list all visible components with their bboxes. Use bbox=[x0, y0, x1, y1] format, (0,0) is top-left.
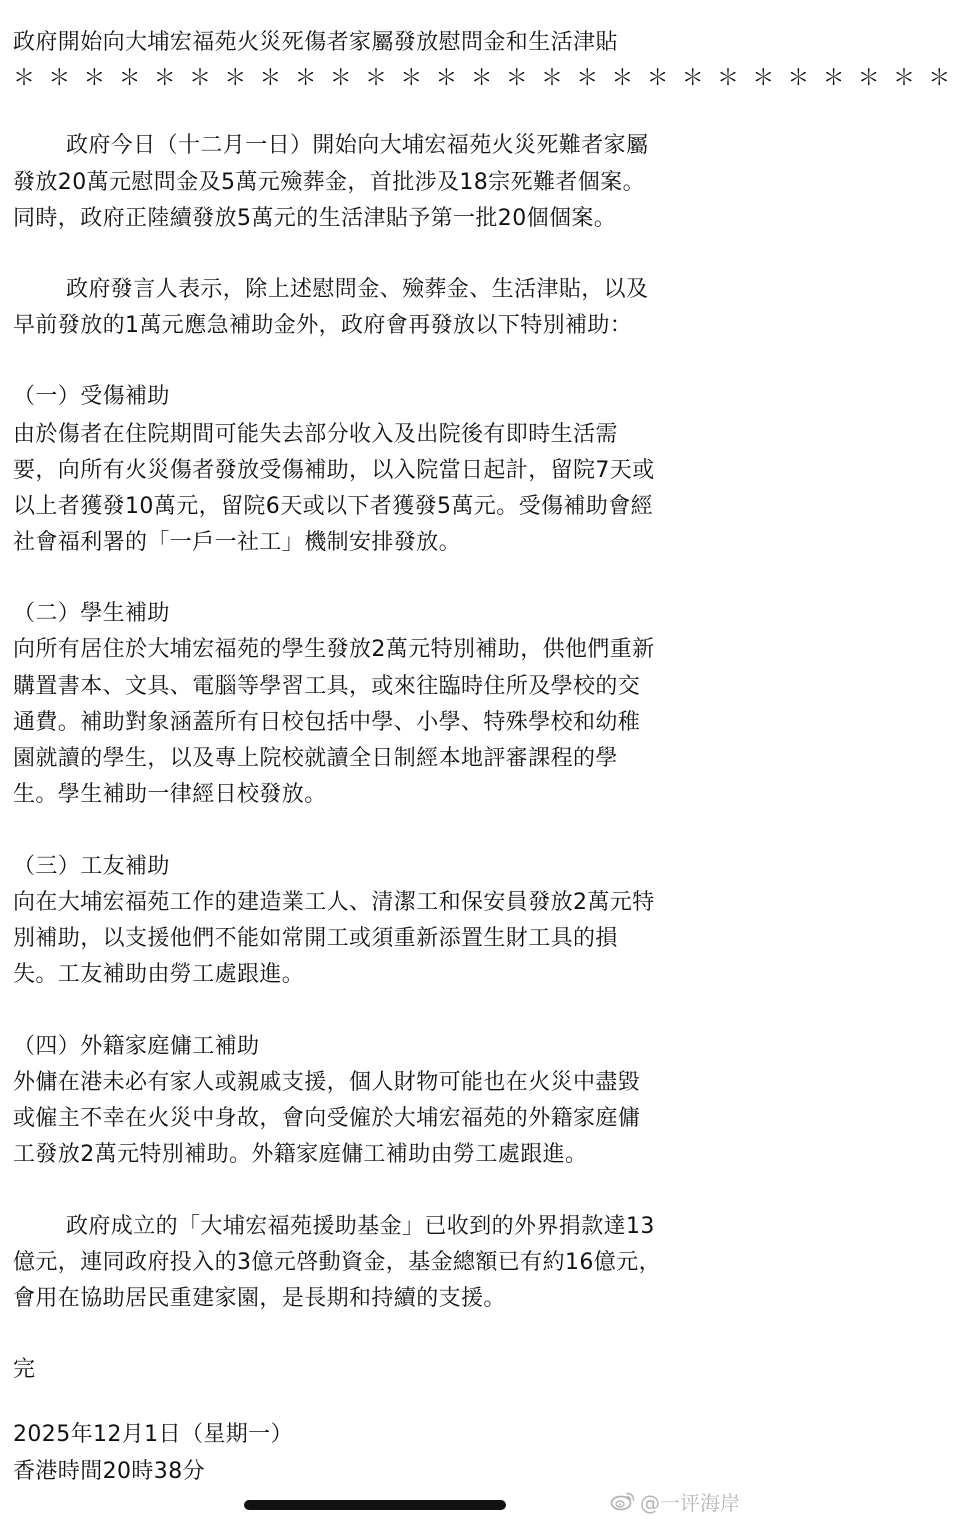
section-line: 社會福利署的「一戶一社工」機制安排發放。 bbox=[13, 530, 462, 555]
release-date: 2025年12月1日（星期一） bbox=[13, 1422, 293, 1447]
section-line: 向所有居住於大埔宏福苑的學生發放2萬元特別補助，供他們重新 bbox=[13, 637, 655, 662]
paragraph-line: 政府今日（十二月一日）開始向大埔宏福苑火災死難者家屬 bbox=[66, 133, 649, 158]
end-mark: 完 bbox=[13, 1357, 36, 1382]
section-line: 工發放2萬元特別補助。外籍家庭傭工補助由勞工處跟進。 bbox=[13, 1142, 588, 1167]
section-line: 失。工友補助由勞工處跟進。 bbox=[13, 962, 305, 987]
section-line: 園就讀的學生，以及專上院校就讀全日制經本地評審課程的學 bbox=[13, 746, 618, 771]
paragraph-line: 會用在協助居民重建家園，是長期和持續的支援。 bbox=[13, 1286, 506, 1311]
section-heading: （二）學生補助 bbox=[13, 601, 170, 626]
section-line: 或僱主不幸在火災中身故，會向受僱於大埔宏福苑的外籍家庭傭 bbox=[13, 1106, 641, 1131]
paragraph-line: 同時，政府正陸續發放5萬元的生活津貼予第一批20個個案。 bbox=[13, 206, 617, 231]
section-heading: （一）受傷補助 bbox=[13, 384, 170, 409]
home-indicator[interactable] bbox=[244, 1500, 506, 1510]
section-heading: （三）工友補助 bbox=[13, 854, 170, 879]
paragraph-line: 早前發放的1萬元應急補助金外，政府會再發放以下特別補助： bbox=[13, 313, 633, 338]
press-release-title: 政府開始向大埔宏福苑火災死傷者家屬發放慰問金和生活津貼 bbox=[13, 30, 618, 55]
section-line: 由於傷者在住院期間可能失去部分收入及出院後有即時生活需 bbox=[13, 422, 618, 447]
section-line: 向在大埔宏福苑工作的建造業工人、清潔工和保安員發放2萬元特 bbox=[13, 890, 655, 915]
section-line: 別補助，以支援他們不能如常開工或須重新添置生財工具的損 bbox=[13, 926, 618, 951]
section-line: 通費。補助對象涵蓋所有日校包括中學、小學、特殊學校和幼稚 bbox=[13, 710, 641, 735]
section-line: 以上者獲發10萬元，留院6天或以下者獲發5萬元。受傷補助會經 bbox=[13, 494, 653, 519]
release-time: 香港時間20時38分 bbox=[13, 1459, 205, 1484]
section-line: 外傭在港未必有家人或親戚支援，個人財物可能也在火災中盡毀 bbox=[13, 1070, 641, 1095]
weibo-logo-icon bbox=[610, 1490, 636, 1512]
section-heading: （四）外籍家庭傭工補助 bbox=[13, 1034, 260, 1059]
paragraph-line: 政府發言人表示，除上述慰問金、殮葬金、生活津貼，以及 bbox=[66, 277, 649, 302]
watermark-text: @一评海岸 bbox=[640, 1490, 740, 1515]
paragraph-line: 億元，連同政府投入的3億元啓動資金，基金總額已有約16億元， bbox=[13, 1250, 661, 1275]
section-line: 購置書本、文具、電腦等學習工具，或來往臨時住所及學校的交 bbox=[13, 674, 641, 699]
section-line: 要，向所有火災傷者發放受傷補助，以入院當日起計，留院7天或 bbox=[13, 458, 655, 483]
paragraph-line: 發放20萬元慰問金及5萬元殮葬金，首批涉及18宗死難者個案。 bbox=[13, 170, 645, 195]
weibo-watermark bbox=[610, 1486, 740, 1516]
paragraph-line: 政府成立的「大埔宏福苑援助基金」已收到的外界捐款達13 bbox=[66, 1214, 655, 1239]
title-divider: ＊＊＊＊＊＊＊＊＊＊＊＊＊＊＊＊＊＊＊＊＊＊＊＊＊＊＊ bbox=[13, 66, 963, 91]
section-line: 生。學生補助一律經日校發放。 bbox=[13, 782, 327, 807]
